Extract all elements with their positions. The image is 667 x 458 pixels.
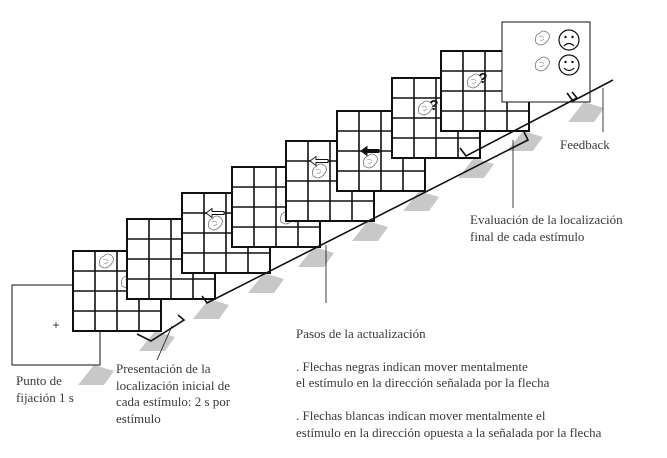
evaluation-label: Evaluación de la localización final de cada estímulo xyxy=(470,212,623,244)
fixation-label: Punto de fijación 1 s xyxy=(16,373,74,405)
presentation-label: Presentación de la localización inicial de cada estímulo: 2 s por estímulo xyxy=(116,361,231,426)
frame-shadow xyxy=(568,102,604,122)
frame-shadow xyxy=(458,158,494,178)
frame-shadow xyxy=(248,273,284,293)
question-mark: ? xyxy=(478,70,488,87)
frame-shadow xyxy=(193,299,229,319)
question-mark: ? xyxy=(429,97,439,114)
feedback-label: Feedback xyxy=(560,137,610,152)
frame-shadow xyxy=(352,221,388,241)
fixation-cross: + xyxy=(52,318,60,332)
update-steps-title: Pasos de la actualización xyxy=(296,325,426,341)
update-steps-black-arrows: . Flechas negras indican mover mentalmente el estímulo en la dirección señalada por la flecha xyxy=(296,358,550,390)
update-steps-label xyxy=(296,309,666,458)
frame-shadow xyxy=(139,331,175,351)
frame-shadow xyxy=(298,247,334,267)
update-steps-white-arrows: . Flechas blancas indican mover mentalmente el estímulo en la dirección opuesta a la señalada por la flecha xyxy=(296,408,602,440)
